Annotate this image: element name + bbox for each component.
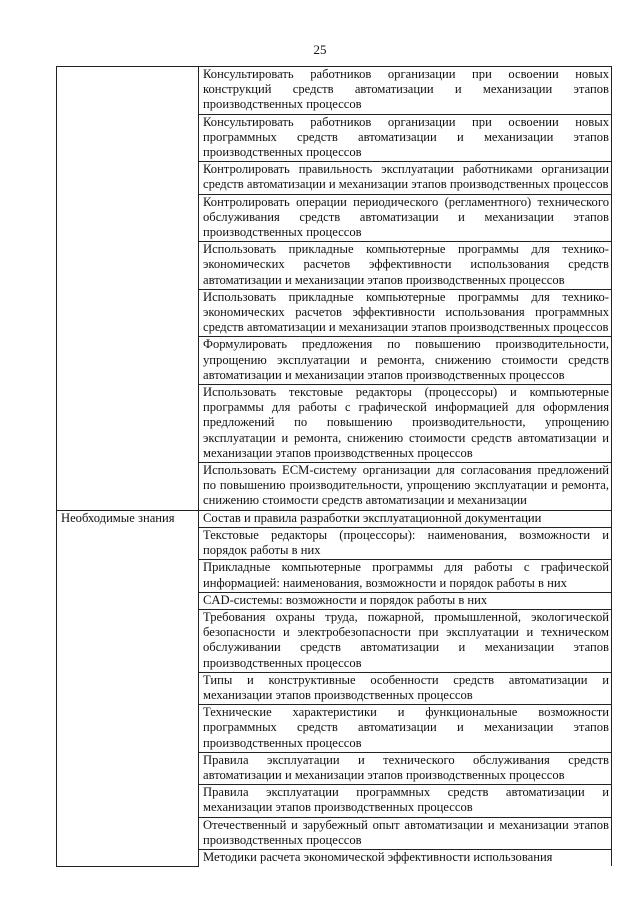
skill-item: Использовать текстовые редакторы (процессоры) и компьютерные программы для работы с графической информацией для оформления предложений по повышению производительности, упрощению эксплуатации и ремонта, снижению стоимости средств автоматизации и механизации этапов производственных процессов	[199, 385, 612, 463]
skill-item: Консультировать работников организации при освоении новых конструкций средств автоматизации и механизации этапов производственных процессов	[199, 67, 612, 115]
skill-item: Контролировать правильность эксплуатации работниками организации средств автоматизации и механизации этапов производственных процессов	[199, 162, 612, 194]
knowledge-label-cell: Необходимые знания	[57, 510, 199, 866]
skill-item: Контролировать операции периодического (регламентного) технического обслуживания средств автоматизации и механизации этапов производственных процессов	[199, 194, 612, 242]
skills-label-cell	[57, 67, 199, 511]
knowledge-item: Требования охраны труда, пожарной, промышленной, экологической безопасности и электробезопасности при эксплуатации и техническом обслуживании средств автоматизации и механизации этапов производственных процессов	[199, 609, 612, 672]
knowledge-item: Текстовые редакторы (процессоры): наименования, возможности и порядок работы в них	[199, 527, 612, 559]
knowledge-item: CAD-системы: возможности и порядок работы в них	[199, 592, 612, 609]
knowledge-item: Технические характеристики и функциональные возможности программных средств автоматизации и механизации этапов производственных процессов	[199, 705, 612, 753]
knowledge-item: Методики расчета экономической эффективности использования	[199, 849, 612, 866]
table-row	[57, 510, 612, 527]
skill-item: Использовать ECM-систему организации для согласования предложений по повышению производительности, упрощению эксплуатации и ремонта, снижению стоимости средств автоматизации и механизации	[199, 463, 612, 511]
knowledge-item: Отечественный и зарубежный опыт автоматизации и механизации этапов производственных процессов	[199, 817, 612, 849]
knowledge-item: Состав и правила разработки эксплуатационной документации	[199, 510, 612, 527]
knowledge-item: Типы и конструктивные особенности средств автоматизации и механизации этапов производственных процессов	[199, 672, 612, 704]
knowledge-item: Правила эксплуатации программных средств автоматизации и механизации этапов производственных процессов	[199, 785, 612, 817]
knowledge-item: Правила эксплуатации и технического обслуживания средств автоматизации и механизации этапов производственных процессов	[199, 752, 612, 784]
page-number: 25	[313, 42, 327, 57]
knowledge-item: Прикладные компьютерные программы для работы с графической информацией: наименования, возможности и порядок работы в них	[199, 560, 612, 592]
table-row	[57, 67, 612, 115]
skill-item: Формулировать предложения по повышению производительности, упрощению эксплуатации и ремонта, снижению стоимости средств автоматизации и механизации этапов производственных процессов	[199, 337, 612, 385]
skill-item: Использовать прикладные компьютерные программы для технико-экономических расчетов эффективности использования программных средств автоматизации и механизации этапов производственных процессов	[199, 289, 612, 337]
skill-item: Консультировать работников организации при освоении новых программных средств автоматизации и механизации этапов производственных процессов	[199, 114, 612, 162]
requirements-table	[56, 66, 612, 867]
skill-item: Использовать прикладные компьютерные программы для технико-экономических расчетов эффективности использования средств автоматизации и механизации этапов производственных процессов	[199, 242, 612, 290]
